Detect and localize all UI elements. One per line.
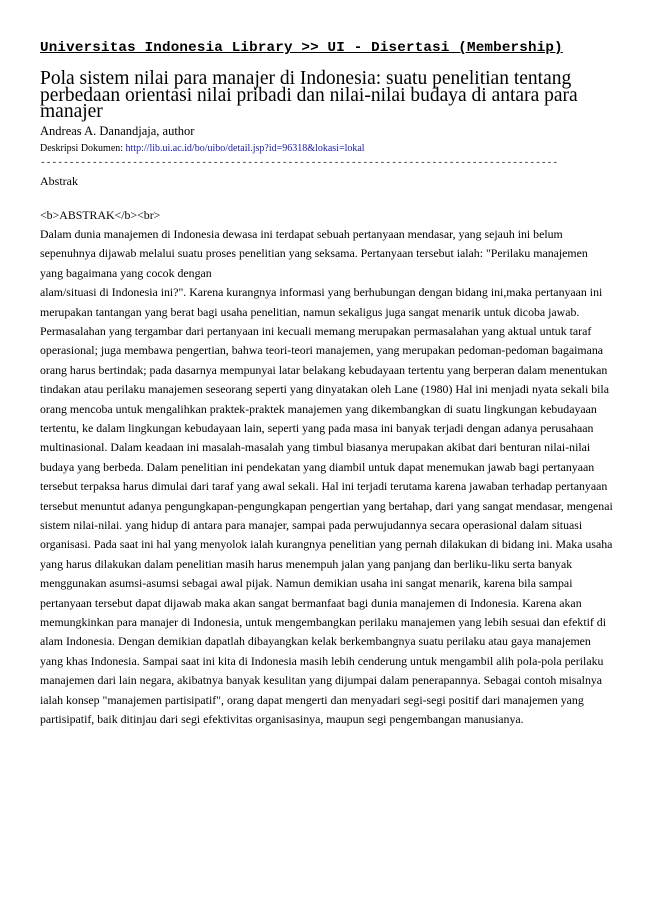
description-link[interactable]: http://lib.ui.ac.id/bo/uibo/detail.jsp?id=96318&lokasi=lokal [125,142,365,154]
abstract-section-label: Abstrak [40,173,78,188]
document-description [40,142,615,155]
library-breadcrumb-header: Universitas Indonesia Library >> UI - Disertasi (Membership) [40,40,563,56]
document-author: Andreas A. Danandjaja, author [40,123,195,138]
description-label: Deskripsi Dokumen: [40,142,124,154]
abstract-body: <b>ABSTRAK</b><br> Dalam dunia manajemen di Indonesia dewasa ini terdapat sebuah pertanyaan mendasar, yang sejauh ini belum sepenuhnya dijawab melalui suatu proses penelitian yang seksama. Pertanyaan tersebut ialah: "Perilaku manajemen yang bagaimana yang cocok dengan alam/situasi di Indonesia ini?". Karena kurangnya informasi yang berhubungan dengan bidang ini,maka pertanyaan ini merupakan tantangan yang berat bagi usaha penelitian, namun sekaligus juga sangat menarik untuk dicoba jawab. Permasalahan yang tergambar dari pertanyaan ini kecuali memang merupakan permasalahan yang aktual untuk taraf operasional; juga membawa pengertian, bahwa teori-teori manajemen, yang merupakan pedoman-pedoman bagaimana orang harus bertindak; pada dasarnya mempunyai latar belakang kebudayaan tertentu yang berperan dalam menentukan tindakan atau perilaku manajemen seseorang seperti yang dinyatakan oleh Lane (1980) Hal ini menjadi nyata sekali bila orang mencoba untuk mengalihkan praktek-praktek manajemen yang dikembangkan di suatu lingkungan kebudayaan tertentu, ke dalam lingkungan kebudayaan lain, seperti yang pada masa ini banyak terjadi dengan adanya perusahaan multinasional. Dalam keadaan ini masalah-masalah yang timbul biasanya merupakan akibat dari benturan nilai-nilai budaya yang berbeda. Dalam penelitian ini pendekatan yang diambil untuk dapat menemukan jawab bagi pertanyaan tersebut terpaksa harus dimulai dari taraf yang awal sekali. Hal ini terjadi terutama karena jawaban terhadap pertanyaan tersebut menuntut adanya pengungkapan-pengungkapan pengertian yang bertahap, dari yang sangat mendasar, mengenai sistem nilai-nilai. yang hidup di antara para manajer, sampai pada perwujudannya secara operasional dalam situasi organisasi. Pada saat ini hal yang menyolok ialah kurangnya penelitian yang pernah dilakukan di bidang ini. Maka usaha yang harus dilakukan dalam penelitian masih harus menempuh jalan yang panjang dan berliku-liku serta banyak menggunakan asumsi-asumsi sebagai awal pijak. Namun demikian usaha ini sangat menarik, karena bila sampai pertanyaan tersebut dapat dijawab maka akan sangat bermanfaat bagi dunia manajemen di Indonesia. Karena akan memungkinkan para manajer di Indonesia, untuk mengembangkan perilaku manajemen yang lebih sesuai dan efektif di alam Indonesia. Dengan demikian dapatlah dibayangkan kelak berkembangnya suatu perilaku atau gaya manajemen yang khas Indonesia. Sampai saat ini kita di Indonesia masih lebih cenderung untuk mengambil alih pola-pola perilaku manajemen dari lain negara, akibatnya banyak kesulitan yang dijumpai dalam penerapannya. Sebagai contoh misalnya ialah konsep "manajemen partisipatif", orang dapat mengerti dan menyadari segi-segi positif dari manajemen yang partisipatif, baik ditinjau dari segi efektivitas organisasinya, maupun segi pengembangan manusianya. [40,207,613,727]
section-divider: ------------------------------------------------------------------------------------------ [40,156,559,168]
document-title: Pola sistem nilai para manajer di Indonesia: suatu penelitian tentang perbedaan orientasi nilai pribadi dan nilai-nilai budaya di antara para manajer [40,68,578,122]
document-page [40,40,615,729]
